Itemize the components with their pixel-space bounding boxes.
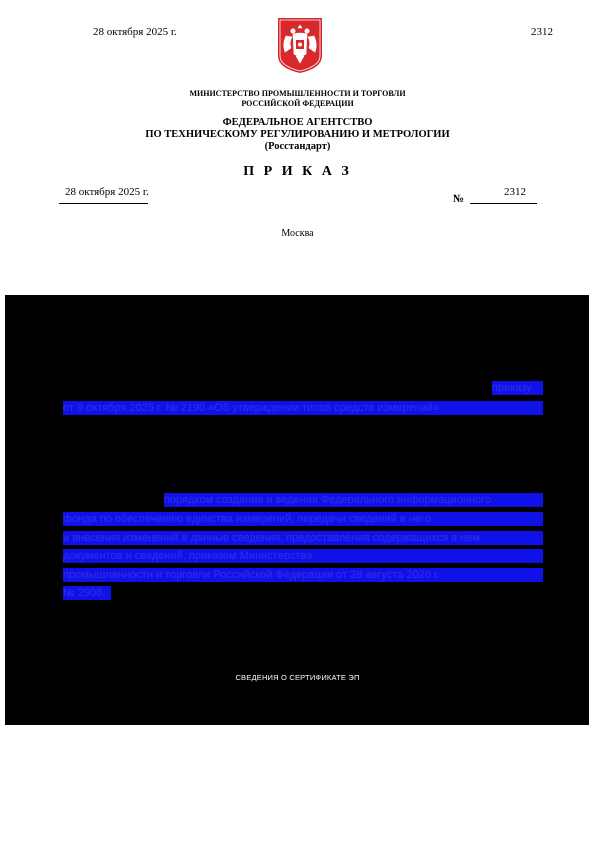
ministry-line-2: РОССИЙСКОЙ ФЕДЕРАЦИИ: [241, 98, 354, 108]
agency-line-2: ПО ТЕХНИЧЕСКОМУ РЕГУЛИРОВАНИЮ И МЕТРОЛОГИИ: [145, 129, 450, 140]
redacted-block: [5, 295, 589, 725]
stamp-number: 2312: [531, 26, 553, 38]
agency-line-1: ФЕДЕРАЛЬНОЕ АГЕНТСТВО: [222, 117, 373, 128]
order-date-line: [59, 186, 148, 204]
ministry-line-1: МИНИСТЕРСТВО ПРОМЫШЛЕННОСТИ И ТОРГОВЛИ: [189, 89, 406, 98]
order-date: 28 октября 2025 г.: [65, 186, 149, 198]
highlight-fragment-4: фонда по обеспечению единства измерений, передачи сведений в него: [63, 512, 543, 526]
highlight-fragment-8: № 2906,: [63, 586, 111, 600]
highlight-fragment-6: документов и сведений, приказом Министерства: [63, 549, 543, 563]
russian-coat-of-arms-icon: [276, 16, 324, 74]
highlight-fragment-7: промышленности и торговли Российской Федерации от 28 августа 2020 г.: [63, 568, 543, 582]
city: Москва: [281, 228, 314, 239]
order-number: 2312: [504, 186, 526, 198]
highlight-fragment-3: порядком создания и ведения Федерального информационного: [164, 493, 543, 507]
highlight-fragment-5: и внесения изменений в данные сведения, предоставления содержащихся в нем: [63, 531, 543, 545]
agency-line-3: (Росстандарт): [264, 141, 331, 152]
order-number-line: [470, 186, 537, 204]
order-title: П Р И К А З: [243, 164, 352, 179]
highlight-fragment-2: от 9 октября 2025 г. № 2190 «Об утверждении типов средств измерений»: [63, 401, 543, 415]
agency-heading: [0, 117, 595, 153]
order-number-sign: №: [453, 193, 465, 205]
highlight-fragment-1: приказу: [492, 381, 543, 395]
stamp-date: 28 октября 2025 г.: [93, 26, 177, 38]
certificate-label: СВЕДЕНИЯ О СЕРТИФИКАТЕ ЭП: [235, 673, 360, 682]
ministry-heading: [0, 89, 595, 108]
